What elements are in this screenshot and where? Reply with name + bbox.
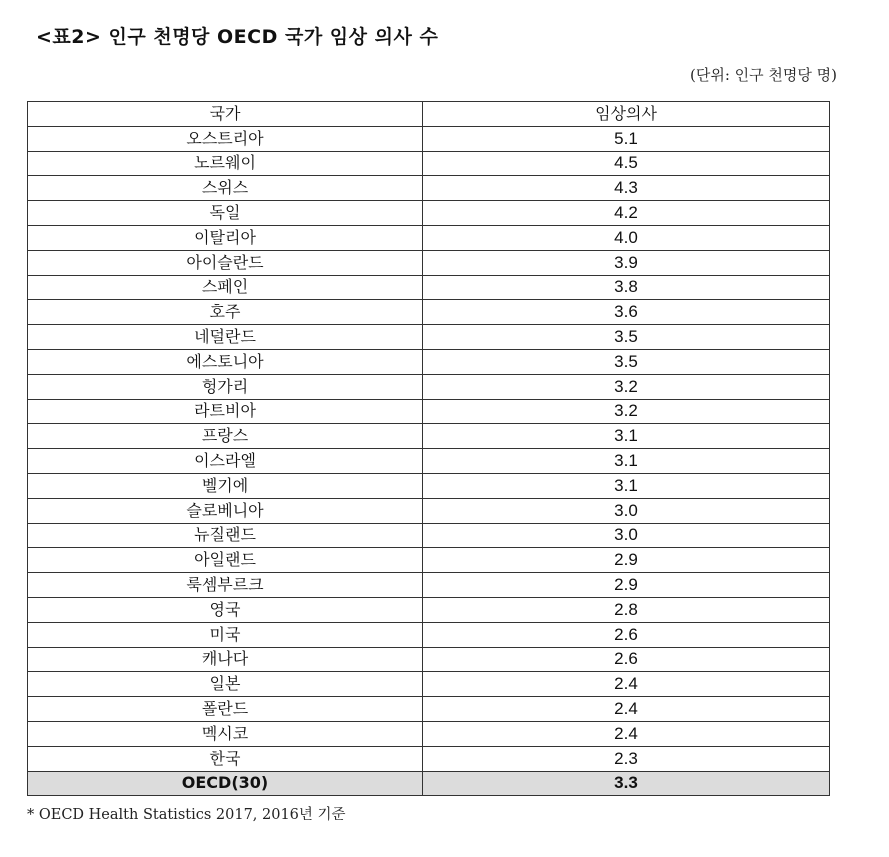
country-cell: 스위스 [28,176,423,201]
value-cell: 2.8 [423,597,830,622]
table-row [28,573,830,598]
country-cell: 폴란드 [28,697,423,722]
value-cell: 3.2 [423,399,830,424]
table-row [28,473,830,498]
country-cell: 일본 [28,672,423,697]
total-country: OECD(30) [28,771,423,796]
country-cell: 에스토니아 [28,349,423,374]
value-cell: 2.6 [423,622,830,647]
physicians-table [27,101,830,796]
value-cell: 3.5 [423,325,830,350]
table-row [28,597,830,622]
country-cell: 네덜란드 [28,325,423,350]
header-physicians: 임상의사 [423,102,830,127]
value-cell: 3.0 [423,498,830,523]
table-row [28,523,830,548]
value-cell: 3.2 [423,374,830,399]
table-row [28,622,830,647]
table-row [28,176,830,201]
country-cell: 노르웨이 [28,151,423,176]
table-header-row [28,102,830,127]
country-cell: 오스트리아 [28,126,423,151]
value-cell: 2.4 [423,672,830,697]
country-cell: 미국 [28,622,423,647]
country-cell: 라트비아 [28,399,423,424]
value-cell: 3.1 [423,424,830,449]
value-cell: 5.1 [423,126,830,151]
value-cell: 2.6 [423,647,830,672]
country-cell: 벨기에 [28,473,423,498]
value-cell: 3.6 [423,300,830,325]
value-cell: 3.0 [423,523,830,548]
table-row [28,374,830,399]
country-cell: 뉴질랜드 [28,523,423,548]
table-row [28,697,830,722]
total-value: 3.3 [423,771,830,796]
country-cell: 독일 [28,201,423,226]
table-row [28,300,830,325]
value-cell: 4.5 [423,151,830,176]
country-cell: 스페인 [28,275,423,300]
value-cell: 2.9 [423,573,830,598]
table-row [28,151,830,176]
value-cell: 4.2 [423,201,830,226]
header-country: 국가 [28,102,423,127]
table-row [28,647,830,672]
table-title: <표2> 인구 천명당 OECD 국가 임상 의사 수 [36,26,439,48]
value-cell: 2.9 [423,548,830,573]
table-row [28,275,830,300]
country-cell: 헝가리 [28,374,423,399]
source-note: * OECD Health Statistics 2017, 2016년 기준 [27,807,346,823]
value-cell: 3.5 [423,349,830,374]
table-row [28,201,830,226]
country-cell: 멕시코 [28,721,423,746]
country-cell: 이탈리아 [28,225,423,250]
table-row [28,126,830,151]
value-cell: 4.0 [423,225,830,250]
value-cell: 3.8 [423,275,830,300]
country-cell: 한국 [28,746,423,771]
table-row [28,250,830,275]
country-cell: 호주 [28,300,423,325]
table-row [28,225,830,250]
total-row [28,771,830,796]
table-row [28,449,830,474]
table-row [28,746,830,771]
table-row [28,399,830,424]
country-cell: 룩셈부르크 [28,573,423,598]
country-cell: 캐나다 [28,647,423,672]
value-cell: 2.4 [423,697,830,722]
table-row [28,548,830,573]
country-cell: 영국 [28,597,423,622]
table-row [28,424,830,449]
table-row [28,721,830,746]
country-cell: 이스라엘 [28,449,423,474]
country-cell: 아이슬란드 [28,250,423,275]
table-row [28,349,830,374]
country-cell: 프랑스 [28,424,423,449]
value-cell: 2.3 [423,746,830,771]
value-cell: 3.9 [423,250,830,275]
unit-note: (단위: 인구 천명당 명) [690,66,837,84]
value-cell: 3.1 [423,449,830,474]
value-cell: 2.4 [423,721,830,746]
table-row [28,672,830,697]
value-cell: 4.3 [423,176,830,201]
country-cell: 아일랜드 [28,548,423,573]
table-row [28,498,830,523]
table-row [28,325,830,350]
country-cell: 슬로베니아 [28,498,423,523]
value-cell: 3.1 [423,473,830,498]
